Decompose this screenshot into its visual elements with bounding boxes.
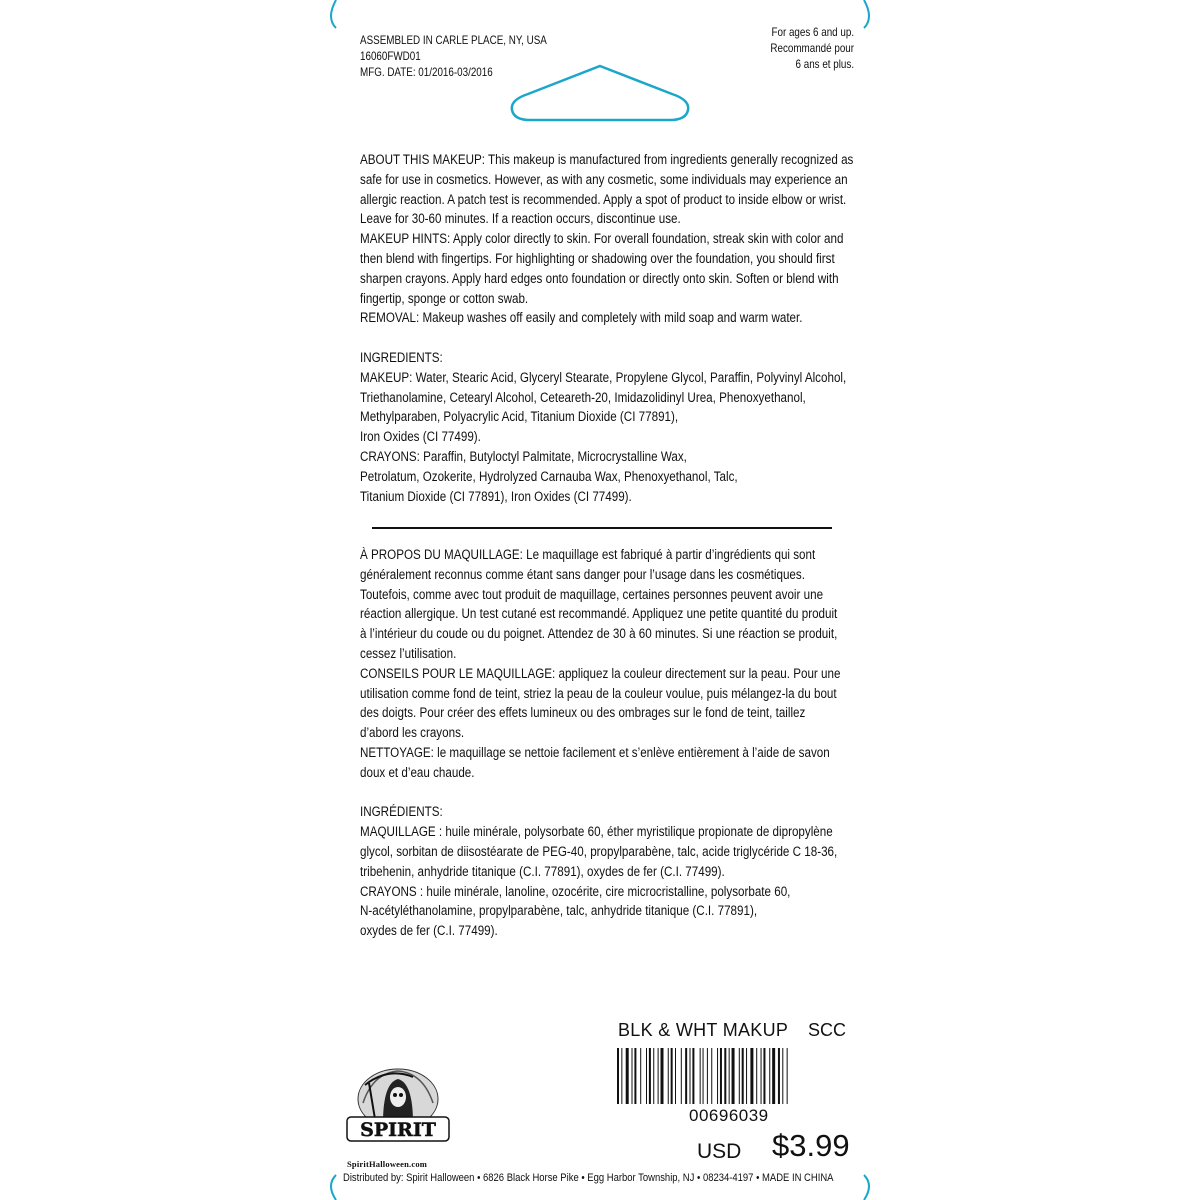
barcode-bar xyxy=(769,1048,770,1104)
distributor-footer: Distributed by: Spirit Halloween • 6826 Black Horse Pike • Egg Harbor Township, NJ • 08234-4197 • MADE IN CHINA xyxy=(343,1172,834,1184)
barcode-bar xyxy=(626,1048,629,1104)
barcode-bar xyxy=(692,1048,694,1104)
barcode-bar xyxy=(787,1048,788,1104)
text-line: fingertip, sponge or cotton swab. xyxy=(360,290,529,307)
barcode-bar xyxy=(661,1048,664,1104)
barcode-bar xyxy=(711,1048,712,1104)
barcode-bar xyxy=(649,1048,651,1104)
barcode-bar xyxy=(703,1048,704,1104)
barcode xyxy=(617,1048,845,1104)
assembly-info xyxy=(360,32,547,80)
age-notice-en: For ages 6 and up. xyxy=(771,25,854,39)
text-line: MAQUILLAGE : huile minérale, polysorbate 60, éther myristilique propionate de dipropylène xyxy=(360,824,833,841)
barcode-number: 00696039 xyxy=(689,1106,769,1125)
currency-label: USD xyxy=(697,1140,742,1163)
lot-code: 16060FWD01 xyxy=(360,49,421,63)
barcode-bar xyxy=(632,1048,633,1104)
barcode-bar xyxy=(653,1048,654,1104)
text-line: MAKEUP HINTS: Apply color directly to skin. For overall foundation, streak skin with color and xyxy=(360,231,844,248)
text-line: glycol, sorbitan de diisostéarate de PEG-40, propylparabène, talc, acide triglycéride C 18-36, xyxy=(360,843,838,860)
barcode-bar xyxy=(646,1048,647,1104)
barcode-bar xyxy=(772,1048,775,1104)
english-ingredients xyxy=(360,349,848,507)
age-notice-fr-1: Recommandé pour xyxy=(770,41,854,55)
text-line: ABOUT THIS MAKEUP: This makeup is manufactured from ingredients generally recognized as xyxy=(360,152,854,168)
barcode-bar xyxy=(778,1048,780,1104)
english-about xyxy=(360,151,854,329)
text-line: utilisation comme fond de teint, striez la peau de la couleur voulue, puis mélangez-la du bout xyxy=(360,685,837,702)
price: $3.99 xyxy=(772,1128,850,1163)
barcode-bar xyxy=(617,1048,619,1104)
english-section xyxy=(360,151,854,507)
text-line: Iron Oxides (CI 77499). xyxy=(360,429,481,446)
barcode-bar xyxy=(761,1048,762,1104)
barcode-bar xyxy=(668,1048,669,1104)
text-line: réaction allergique. Un test cutané est recommandé. Appliquez une petite quantité du produit xyxy=(360,606,838,623)
text-line: sharpen crayons. Apply hard edges onto foundation or directly onto skin. Soften or blend with xyxy=(360,270,839,287)
text-line: À PROPOS DU MAQUILLAGE: Le maquillage est fabriqué à partir d’ingrédients qui sont xyxy=(360,547,816,563)
text-line: then blend with fingertips. For highlighting or shadowing over the foundation, you should first xyxy=(360,250,835,267)
barcode-bar xyxy=(690,1048,691,1104)
barcode-bar xyxy=(732,1048,735,1104)
text-line: INGREDIENTS: xyxy=(360,349,443,366)
barcode-bar xyxy=(675,1048,676,1104)
barcode-bar xyxy=(720,1048,722,1104)
barcode-bar xyxy=(750,1048,753,1104)
french-ingredients xyxy=(360,803,848,942)
text-line: Petrolatum, Ozokerite, Hydrolyzed Carnauba Wax, Phenoxyethanol, Talc, xyxy=(360,468,738,485)
text-line: généralement reconnus comme étant sans danger pour l’usage dans les cosmétiques. xyxy=(360,566,805,583)
barcode-bar xyxy=(739,1048,740,1104)
french-about xyxy=(360,546,848,784)
barcode-bar xyxy=(763,1048,765,1104)
barcode-bar xyxy=(700,1048,701,1104)
text-line: Triethanolamine, Cetearyl Alcohol, Ceteareth-20, Imidazolidinyl Urea, Phenoxyethanol, xyxy=(360,389,806,406)
text-line: safe for use in cosmetics. However, as with any cosmetic, some individuals may experience an xyxy=(360,171,848,188)
text-line: Toutefois, comme avec tout produit de maquillage, certaines personnes peuvent avoir une xyxy=(360,586,824,603)
text-line: allergic reaction. A patch test is recommended. Apply a spot of product to inside elbow or wrist. xyxy=(360,191,847,208)
barcode-bar xyxy=(717,1048,718,1104)
website: SpiritHalloween.com xyxy=(347,1159,428,1169)
barcode-bar xyxy=(724,1048,726,1104)
text-line: CRAYONS : huile minérale, lanoline, ozocérite, cire microcristalline, polysorbate 60, xyxy=(360,883,791,900)
text-line: des doigts. Pour créer des effets lumineux ou des ombrages sur le fond de teint, taillez xyxy=(360,705,806,722)
text-line: REMOVAL: Makeup washes off easily and completely with mild soap and warm water. xyxy=(360,310,803,327)
barcode-bar xyxy=(681,1048,682,1104)
text-line: Titanium Dioxide (CI 77891), Iron Oxides (CI 77499). xyxy=(360,488,632,505)
text-line: d’abord les crayons. xyxy=(360,725,465,742)
barcode-bar xyxy=(634,1048,636,1104)
barcode-bar xyxy=(640,1048,641,1104)
logo-text: SPIRIT xyxy=(360,1119,436,1141)
text-line: à l’intérieur du coude ou du poignet. Attendez de 30 à 60 minutes. Si une réaction se produit, xyxy=(360,626,838,643)
barcode-bar xyxy=(746,1048,747,1104)
barcode-bar xyxy=(756,1048,757,1104)
barcode-bar xyxy=(621,1048,622,1104)
text-line: INGRÉDIENTS: xyxy=(360,804,443,821)
text-line: doux et d’eau chaude. xyxy=(360,764,475,781)
grim-reaper-logo-icon xyxy=(343,1063,453,1153)
section-divider xyxy=(372,527,832,529)
text-line: Methylparaben, Polyacrylic Acid, Titanium Dioxide (CI 77891), xyxy=(360,409,679,426)
barcode-bar xyxy=(658,1048,659,1104)
french-section xyxy=(360,546,848,942)
age-notice xyxy=(770,24,854,72)
barcode-bar xyxy=(707,1048,708,1104)
text-line: MAKEUP: Water, Stearic Acid, Glyceryl Stearate, Propylene Glycol, Paraffin, Polyvinyl Alcohol, xyxy=(360,369,847,386)
product-code: SCC xyxy=(808,1020,847,1040)
barcode-bar xyxy=(671,1048,673,1104)
text-line: CONSEILS POUR LE MAQUILLAGE: appliquez la couleur directement sur la peau. Pour une xyxy=(360,665,841,682)
text-line: tribehenin, anhydride titanique (C.I. 77891), oxydes de fer (C.I. 77499). xyxy=(360,863,725,880)
mfg-date: MFG. DATE: 01/2016-03/2016 xyxy=(360,65,493,79)
text-line: cessez l’utilisation. xyxy=(360,645,457,662)
barcode-bar xyxy=(729,1048,730,1104)
product-name: BLK & WHT MAKUP xyxy=(618,1020,789,1040)
barcode-bar xyxy=(742,1048,744,1104)
text-line: CRAYONS: Paraffin, Butyloctyl Palmitate, Microcrystalline Wax, xyxy=(360,448,687,465)
age-notice-fr-2: 6 ans et plus. xyxy=(795,57,854,71)
assembly-location: ASSEMBLED IN CARLE PLACE, NY, USA xyxy=(360,33,547,47)
text-line: oxydes de fer (C.I. 77499). xyxy=(360,923,498,940)
text-line: Leave for 30-60 minutes. If a reaction occurs, discontinue use. xyxy=(360,211,681,228)
text-line: NETTOYAGE: le maquillage se nettoie facilement et s’enlève entièrement à l’aide de savon xyxy=(360,744,830,761)
barcode-bar xyxy=(685,1048,687,1104)
barcode-bar xyxy=(782,1048,783,1104)
text-line: N-acétyléthanolamine, propylparabène, talc, anhydride titanique (C.I. 77891), xyxy=(360,903,758,920)
